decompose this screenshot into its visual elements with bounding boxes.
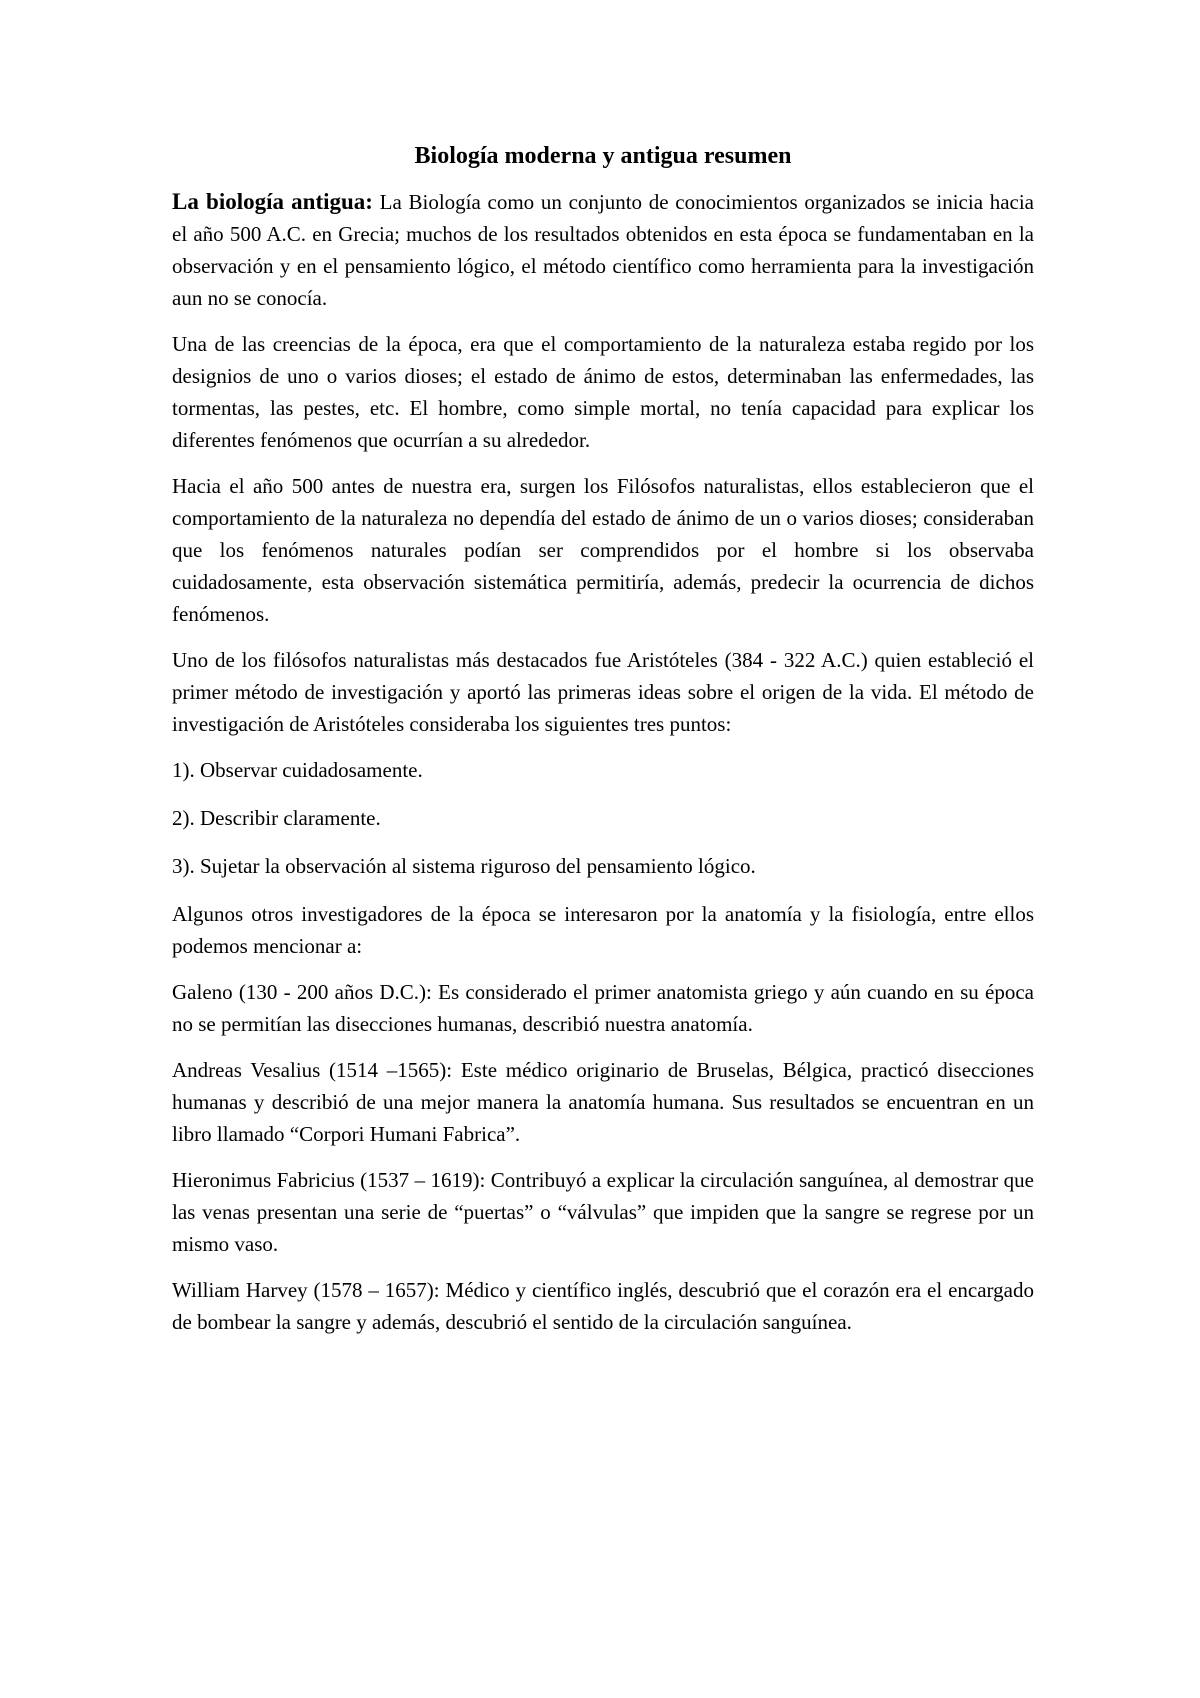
paragraph-naturalists: Hacia el año 500 antes de nuestra era, surgen los Filósofos naturalistas, ellos establecieron que el comportamiento de la naturaleza no dependía del estado de ánimo de un o varios dioses; consideraban que los fenómenos naturales podían ser comprendidos por el hombre si los observaba cuidadosamente, esta observación sistemática permitiría, además, predecir la ocurrencia de dichos fenómenos. [172,474,1034,626]
method-step-1: 1). Observar cuidadosamente. [172,758,423,782]
intro-paragraph [172,186,1034,314]
paragraph-beliefs: Una de las creencias de la época, era que el comportamiento de la naturaleza estaba regido por los designios de uno o varios dioses; el estado de ánimo de estos, determinaban las enfermedades, las tormentas, las pestes, etc. El hombre, como simple mortal, no tenía capacidad para explicar los diferentes fenómenos que ocurrían a su alrededor. [172,332,1034,452]
paragraph-harvey: William Harvey (1578 – 1657): Médico y científico inglés, descubrió que el corazón era el encargado de bombear la sangre y además, descubrió el sentido de la circulación sanguínea. [172,1278,1034,1334]
paragraph-other-investigators: Algunos otros investigadores de la época se interesaron por la anatomía y la fisiología, entre ellos podemos mencionar a: [172,902,1034,958]
document-title: Biología moderna y antigua resumen [414,143,792,169]
method-step-2: 2). Describir claramente. [172,806,381,830]
paragraph-vesalius: Andreas Vesalius (1514 –1565): Este médico originario de Bruselas, Bélgica, practicó disecciones humanas y describió de una mejor manera la anatomía humana. Sus resultados se encuentran en un libro llamado “Corpori Humani Fabrica”. [172,1058,1034,1146]
method-step-3: 3). Sujetar la observación al sistema riguroso del pensamiento lógico. [172,854,756,878]
intro-text: La Biología como un conjunto de conocimientos organizados se inicia hacia el año 500 A.C. en Grecia; muchos de los resultados obtenidos en esta época se fundamentaban en la observación y en el pensamiento lógico, el método científico como herramienta para la investigación aun no se conocía. [172,190,1034,310]
paragraph-fabricius: Hieronimus Fabricius (1537 – 1619): Contribuyó a explicar la circulación sanguínea, al demostrar que las venas presentan una serie de “puertas” o “válvulas” que impiden que la sangre se regrese por un mismo vaso. [172,1168,1034,1256]
intro-label: La biología antigua: [172,189,373,214]
document-body [172,140,1034,1352]
paragraph-aristotle: Uno de los filósofos naturalistas más destacados fue Aristóteles (384 - 322 A.C.) quien estableció el primer método de investigación y aportó las primeras ideas sobre el origen de la vida. El método de investigación de Aristóteles consideraba los siguientes tres puntos: [172,648,1034,736]
paragraph-galeno: Galeno (130 - 200 años D.C.): Es considerado el primer anatomista griego y aún cuando en su época no se permitían las disecciones humanas, describió nuestra anatomía. [172,980,1034,1036]
